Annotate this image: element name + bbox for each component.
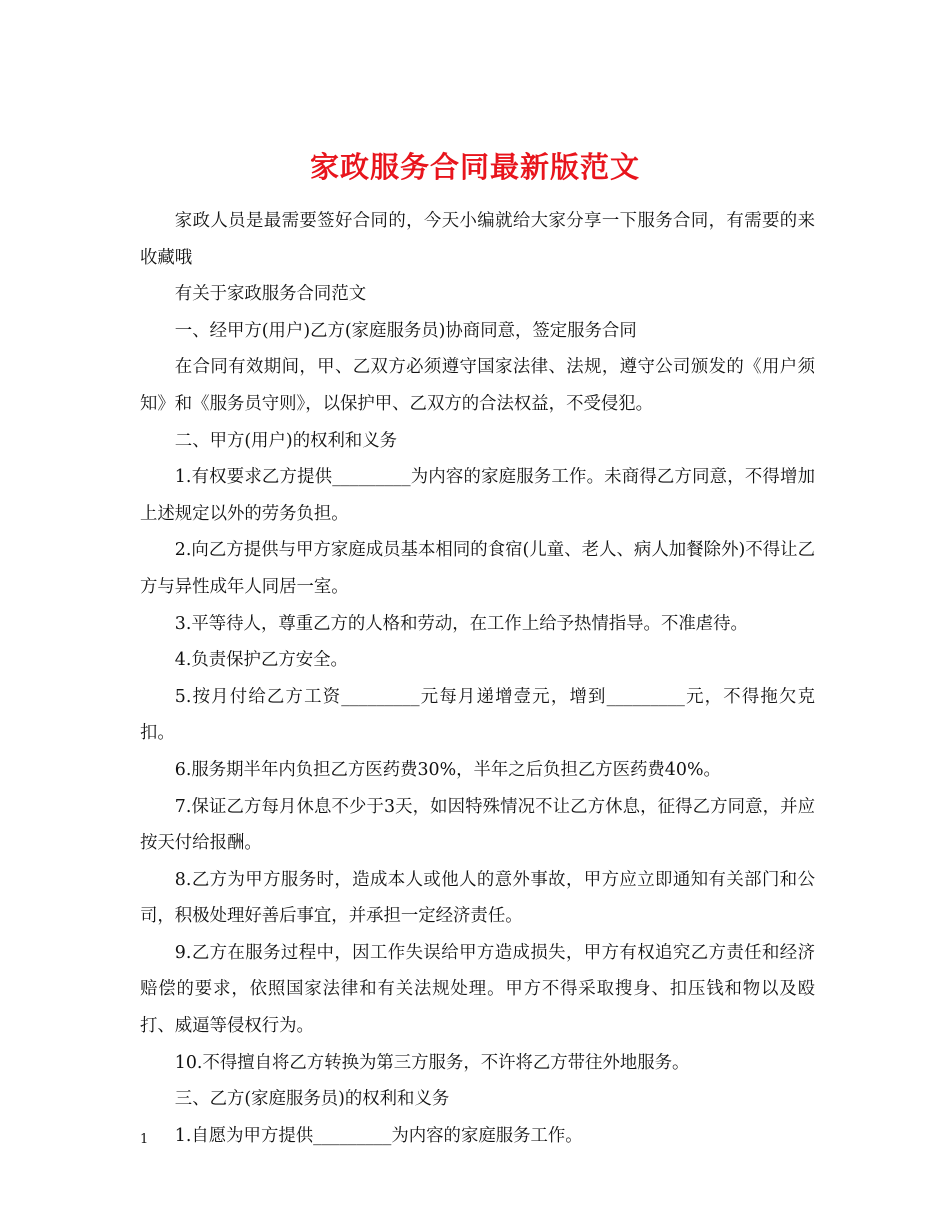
document-title: 家政服务合同最新版范文: [309, 150, 640, 185]
clause-item: 7.保证乙方每月休息不少于3天，如因特殊情况不让乙方休息，征得乙方同意，并应按天付给报酬。: [140, 796, 815, 854]
page-number: 1: [140, 1132, 149, 1147]
section-heading-2: 二、甲方(用户)的权利和义务: [174, 430, 398, 451]
clause-item: 5.按月付给乙方工资_________元每月递增壹元，增到_________元，不得拖欠克扣。: [140, 686, 815, 744]
clause-item: 1.自愿为甲方提供_________为内容的家庭服务工作。: [174, 1125, 583, 1146]
clause-item: 1.有权要求乙方提供_________为内容的家庭服务工作。未商得乙方同意，不得增加上述规定以外的劳务负担。: [140, 467, 815, 524]
clause-item: 9.乙方在服务过程中，因工作失误给甲方造成损失，甲方有权追究乙方责任和经济赔偿的要求，依照国家法律和有关法规处理。甲方不得采取搜身、扣压钱和物以及殴打、威逼等侵权行为。: [140, 942, 815, 1037]
clause-item: 8.乙方为甲方服务时，造成本人或他人的意外事故，甲方应立即通知有关部门和公司，积极处理好善后事宜，并承担一定经济责任。: [140, 869, 815, 927]
section-heading-3: 三、乙方(家庭服务员)的权利和义务: [174, 1089, 450, 1110]
paragraph-intro: 家政人员是最需要签好合同的，今天小编就给大家分享一下服务合同，有需要的来收藏哦: [140, 211, 815, 268]
clause-item: 4.负责保护乙方安全。: [174, 650, 348, 671]
clause-item: 6.服务期半年内负担乙方医药费30%，半年之后负担乙方医药费40%。: [174, 759, 721, 780]
section-heading-1: 一、经甲方(用户)乙方(家庭服务员)协商同意，签定服务合同: [174, 320, 637, 341]
clause-item: 10.不得擅自将乙方转换为第三方服务，不许将乙方带往外地服务。: [174, 1052, 690, 1073]
clause-item: 2.向乙方提供与甲方家庭成员基本相同的食宿(儿童、老人、病人加餐除外)不得让乙方与异性成年人同居一室。: [140, 540, 815, 597]
paragraph: 在合同有效期间，甲、乙双方必须遵守国家法律、法规，遵守公司颁发的《用户须知》和《服务员守则》，以保护甲、乙双方的合法权益，不受侵犯。: [140, 357, 815, 414]
document-body: [140, 203, 815, 1154]
paragraph-subtitle: 有关于家政服务合同范文: [174, 284, 367, 305]
clause-item: 3.平等待人，尊重乙方的人格和劳动，在工作上给予热情指导。不准虐待。: [174, 613, 748, 634]
